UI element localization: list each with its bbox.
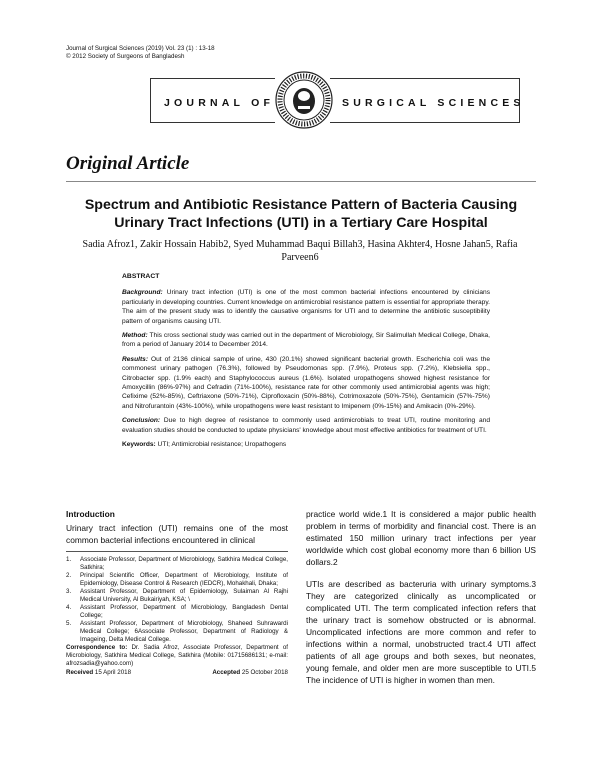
- body-paragraph-1: practice world wide.1 It is considered a major public health problem in terms of morbidity and financial cost. There is an estimated 150 million urinary tract infections per year worldwide which cost global economy more than 6 billion US dollars.2: [306, 509, 536, 567]
- abstract-results: Results: Out of 2136 clinical sample of urine, 430 (20.1%) showed significant bacterial growth. Escherichia coli was the commonest urinary pathogen (76.3%), followed by Pseudomonas spp. (7.9%), Proteus spp. (7.2%), Klebsiella spp., Citrobacter spp. (1.9% each) and Staphylococcus aureus (1.6%). Isolated uropathogens showed highest resistance for Amoxycillin (86%-97%) and Cefradin (71%-100%), resistance rate for other commonly used antimicrobial agents was high; Cefixime (52%-85%), Ceftriaxone (50%-71%), Ciprofloxacin (50%-88%), Cotrimoxazole (50%-75%), Gentamicin (57%-75%) and Nitrofurantoin (43%-100%), while uropathogens were least resistant to Imipenem (0%-15%) and Amikacin (0%-29%).: [122, 355, 490, 410]
- footnotes: [66, 556, 288, 677]
- society-seal-logo: [274, 70, 334, 130]
- footnote: 1. Associate Professor, Department of Microbiology, Satkhira Medical College, Satkhira;: [66, 556, 288, 571]
- abstract-conclusion: Conclusion: Due to high degree of resistance to commonly used antimicrobials to treat UTI, routine monitoring and evaluation studies should be conducted to update physicians' knowledge about most effective antibiotics for treatment of UTI.: [122, 417, 490, 434]
- footnote: 5. Assistant Professor, Department of Microbiology, Shaheed Suhrawardi Medical College; 6Associate Professor, Department of Radiology & Imageing, Delta Medical College.: [66, 620, 288, 643]
- abstract-background: Background: Urinary tract infection (UTI) is one of the most common bacterial infections encountered by clinicians particularly in developing countries. Current knowledge on antimicrobial resistance pattern is essential for appropriate therapy. The aim of the present study was to identify the causative organisms for UTI and to determine the antibiotic susceptibility pattern of organisms causing UTI.: [122, 289, 490, 325]
- journal-header: [66, 45, 215, 61]
- banner-right-text: SURGICAL SCIENCES: [342, 97, 525, 109]
- abstract-method: Method: This cross sectional study was carried out in the department of Microbiology, Sir Salimullah Medical College, Dhaka, from a period of January 2014 to December 2014.: [122, 332, 490, 349]
- article-dates: [66, 669, 288, 677]
- footnote-divider: [66, 551, 288, 552]
- article-title: Spectrum and Antibiotic Resistance Pattern of Bacteria Causing Urinary Tract Infections (UTI) in a Tertiary Care Hospital: [84, 197, 518, 231]
- footnote: 4. Assistant Professor, Department of Microbiology, Bangladesh Dental College;: [66, 604, 288, 619]
- journal-citation: Journal of Surgical Sciences (2019) Vol. 23 (1) : 13-18: [66, 45, 215, 52]
- correspondence: Correspondence to: Dr. Sadia Afroz, Associate Professor, Department of Microbiology, Satkhira Medical College, Satkhira (Mobile: 01715686131; e-mail: afrozsadia@yahoo.com): [66, 644, 288, 667]
- body-paragraph-2: UTIs are described as bacteruria with urinary symptoms.3 They are categorized clinically as uncomplicated or complicated UTI. The term complicated infection refers that the urinary tract is somehow obstructed or is abnormal. Uncomplicated infections are more common and refer to infections within a normal, unobstructed tract.4 UTI affect patients of all age groups and both sexes, but neonates, young female, and older men are more susceptible to UTI.5 The incidence of UTI is higher in women than men.: [306, 579, 536, 685]
- introduction-text: Urinary tract infection (UTI) remains one of the most common bacterial infections encountered in clinical: [66, 523, 288, 545]
- divider: [66, 181, 536, 182]
- journal-copyright: © 2012 Society of Surgeons of Bangladesh: [66, 53, 185, 60]
- abstract-keywords: Keywords: UTI; Antimicrobial resistance; Uropathogens: [122, 441, 287, 449]
- author-list: Sadia Afroz1, Zakir Hossain Habib2, Syed Muhammad Baqui Billah3, Hasina Akhter4, Hosne Jahan5, Rafia Parveen6: [82, 239, 518, 263]
- banner-left-text: JOURNAL OF: [164, 97, 275, 109]
- introduction-heading: Introduction: [66, 509, 115, 519]
- right-column: [306, 508, 536, 686]
- left-column: [66, 508, 288, 677]
- accepted-date: Accepted 25 October 2018: [212, 669, 288, 676]
- received-date: Received 15 April 2018: [66, 669, 132, 676]
- article-type: Original Article: [66, 153, 190, 174]
- footnote: 3. Assistant Professor, Department of Epidemiology, Sulaiman Al Rajhi Medical University, Al Bukairiyah, KSA; \: [66, 588, 288, 603]
- footnote: 2. Principal Scientific Officer, Department of Microbiology, Institute of Epidemiology, Disease Control & Research (IEDCR), Mohakhali, Dhaka;: [66, 572, 288, 587]
- abstract-heading: ABSTRACT: [122, 273, 160, 280]
- abstract: [122, 272, 490, 455]
